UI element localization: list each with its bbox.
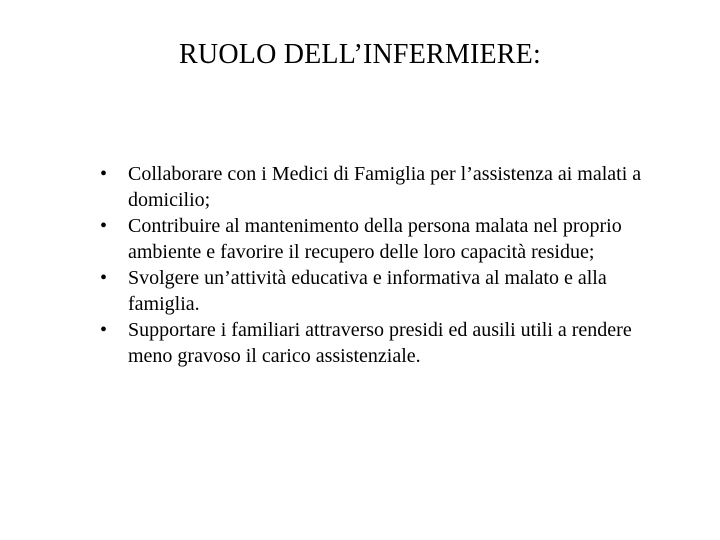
bullet-text: Collaborare con i Medici di Famiglia per l’assistenza ai malati a domicilio; xyxy=(128,163,642,211)
slide-title: RUOLO DELL’INFERMIERE: xyxy=(179,39,541,70)
bullet-item xyxy=(100,265,680,317)
bullet-text: Supportare i familiari attraverso presidi ed ausili utili a rendere meno gravoso il carico assistenziale. xyxy=(128,319,632,367)
bullet-item xyxy=(100,213,680,265)
bullet-item xyxy=(100,161,680,213)
bullet-text: Svolgere un’attività educativa e informativa al malato e alla famiglia. xyxy=(128,267,607,315)
bullet-icon: • xyxy=(100,163,108,185)
bullet-list xyxy=(100,161,680,369)
bullet-item xyxy=(100,317,680,369)
bullet-icon: • xyxy=(100,215,108,237)
bullet-icon: • xyxy=(100,267,108,289)
bullet-icon: • xyxy=(100,319,108,341)
bullet-text: Contribuire al mantenimento della persona malata nel proprio ambiente e favorire il recupero delle loro capacità residue; xyxy=(128,215,622,263)
